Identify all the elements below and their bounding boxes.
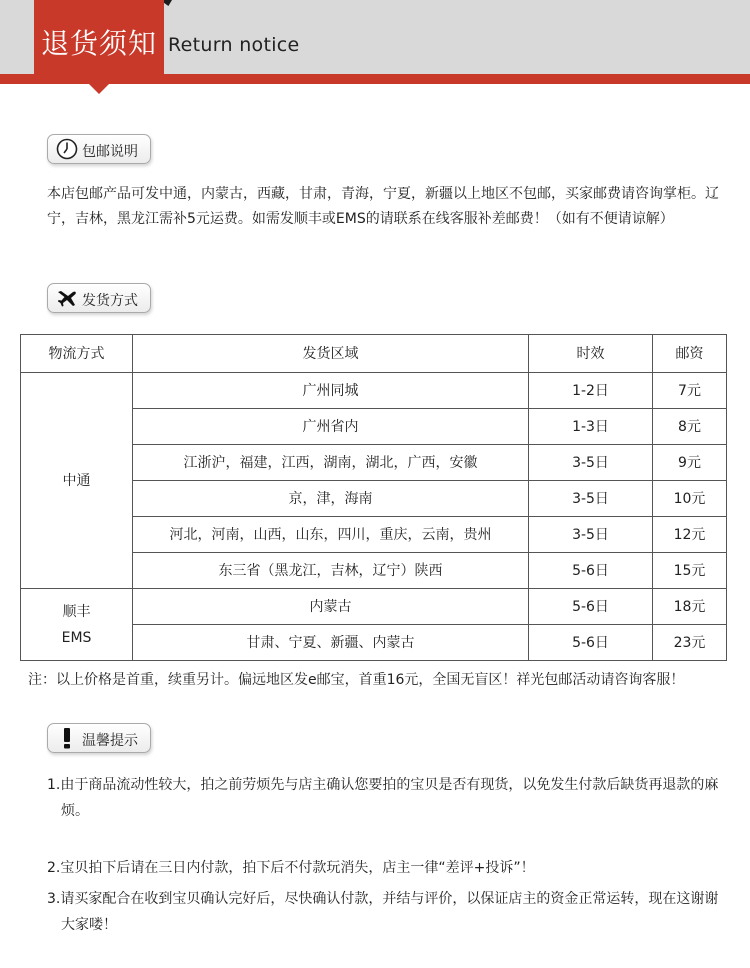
delivery-section-button [47, 283, 151, 313]
region-cell: 内蒙古 [133, 589, 529, 625]
table-header-row [21, 335, 727, 373]
time-cell: 5-6日 [529, 625, 653, 661]
fee-cell: 15元 [653, 553, 727, 589]
airplane-icon [56, 287, 78, 309]
free-shipping-paragraph: 本店包邮产品可发中通，内蒙古，西藏，甘肃，青海，宁夏，新疆以上地区不包邮，买家邮费请咨询掌柜。辽宁，吉林，黑龙江需补5元运费。如需发顺丰或EMS的请联系在线客服补差邮费！（如有不便请谅解） [47, 186, 719, 227]
tips-section-button [47, 723, 151, 753]
page-subtitle: Return notice [168, 34, 300, 56]
exclamation-icon [56, 727, 78, 749]
free-shipping-section-label: 包邮说明 [82, 144, 138, 160]
region-cell: 江浙沪，福建，江西，湖南，湖北，广西，安徽 [133, 445, 529, 481]
title-badge [34, 0, 164, 84]
fee-cell: 7元 [653, 373, 727, 409]
fee-cell: 9元 [653, 445, 727, 481]
region-cell: 河北，河南，山西，山东，四川，重庆，云南，贵州 [133, 517, 529, 553]
list-item: 2.宝贝拍下后请在三日内付款，拍下后不付款玩消失，店主一律“差评+投诉”！ [47, 860, 535, 876]
fee-cell: 12元 [653, 517, 727, 553]
region-cell: 广州同城 [133, 373, 529, 409]
table-row [21, 589, 727, 625]
header-region: 发货区域 [133, 335, 529, 373]
page-title: 退货须知 [40, 27, 157, 60]
time-cell: 1-3日 [529, 409, 653, 445]
fee-cell: 23元 [653, 625, 727, 661]
header-carrier: 物流方式 [21, 335, 133, 373]
title-badge-notch [89, 84, 109, 94]
time-cell: 3-5日 [529, 517, 653, 553]
time-cell: 5-6日 [529, 589, 653, 625]
fee-cell: 8元 [653, 409, 727, 445]
carrier-cell: 中通 [21, 373, 133, 589]
time-cell: 3-5日 [529, 445, 653, 481]
list-item: 3.请买家配合在收到宝贝确认完好后，尽快确认付款，并结与评价，以保证店主的资金正常运转，现在这谢谢大家喽！ [47, 891, 719, 933]
carrier-name: 顺丰 [62, 603, 91, 620]
region-cell: 甘肃、宁夏、新疆、内蒙古 [133, 625, 529, 661]
carrier-name: EMS [61, 629, 92, 646]
header-fee: 邮资 [653, 335, 727, 373]
region-cell: 广州省内 [133, 409, 529, 445]
clock-icon [56, 138, 78, 160]
free-shipping-section-button [47, 134, 151, 164]
region-cell: 京，津，海南 [133, 481, 529, 517]
fee-cell: 10元 [653, 481, 727, 517]
table-row [21, 373, 727, 409]
carrier-cell [21, 589, 133, 661]
time-cell: 1-2日 [529, 373, 653, 409]
region-cell: 东三省（黑龙江，吉林，辽宁）陕西 [133, 553, 529, 589]
delivery-section-label: 发货方式 [82, 293, 138, 309]
fee-cell: 18元 [653, 589, 727, 625]
shipping-note: 注：以上价格是首重，续重另计。偏远地区发e邮宝，首重16元，全国无盲区！祥光包邮活动请咨询客服！ [28, 672, 685, 688]
time-cell: 3-5日 [529, 481, 653, 517]
tips-section-label: 温馨提示 [82, 733, 138, 749]
shipping-table [20, 334, 727, 661]
time-cell: 5-6日 [529, 553, 653, 589]
header-time: 时效 [529, 335, 653, 373]
list-item: 1.由于商品流动性较大，拍之前劳烦先与店主确认您要拍的宝贝是否有现货，以免发生付款后缺货再退款的麻烦。 [47, 777, 719, 819]
